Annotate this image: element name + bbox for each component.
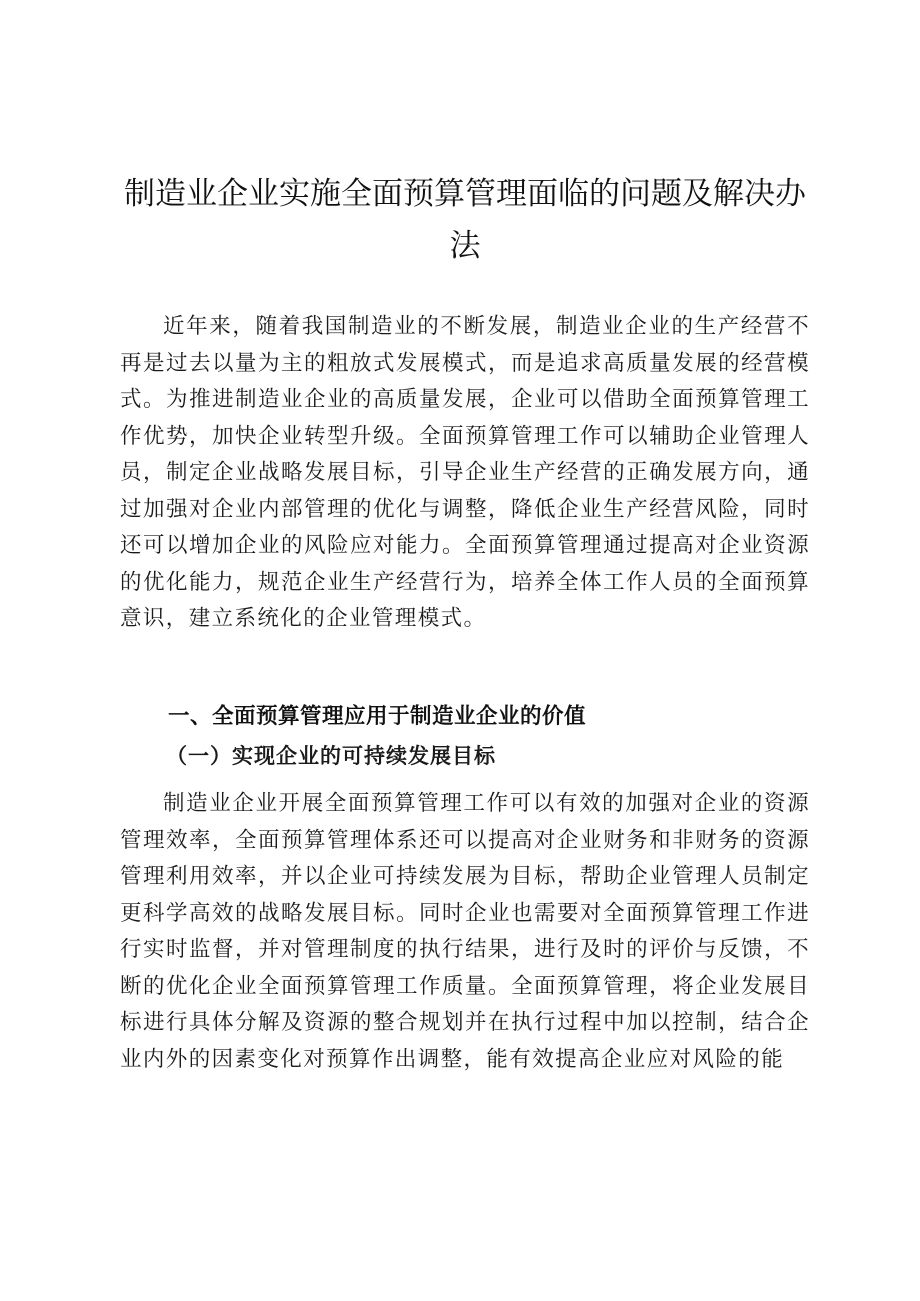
intro-paragraph: 近年来，随着我国制造业的不断发展，制造业企业的生产经营不再是过去以量为主的粗放式发展模式，而是追求高质量发展的经营模式。为推进制造业企业的高质量发展，企业可以借助全面预算管理工作优势，加快企业转型升级。全面预算管理工作可以辅助企业管理人员，制定企业战略发展目标，引导企业生产经营的正确发展方向，通过加强对企业内部管理的优化与调整，降低企业生产经营风险，同时还可以增加企业的风险应对能力。全面预算管理通过提高对企业资源的优化能力，规范企业生产经营行为，培养全体工作人员的全面预算意识，建立系统化的企业管理模式。: [120, 314, 810, 631]
section-heading: 一、全面预算管理应用于制造业企业的价值: [168, 704, 587, 729]
body-paragraph: 制造业企业开展全面预算管理工作可以有效的加强对企业的资源管理效率，全面预算管理体系还可以提高对企业财务和非财务的资源管理利用效率，并以企业可持续发展为目标，帮助企业管理人员制定更科学高效的战略发展目标。同时企业也需要对全面预算管理工作进行实时监督，并对管理制度的执行结果，进行及时的评价与反馈，不断的优化企业全面预算管理工作质量。全面预算管理，将企业发展目标进行具体分解及资源的整合规划并在执行过程中加以控制，结合企业内外的因素变化对预算作出调整，能有效提高企业应对风险的能: [120, 791, 810, 1072]
document-title: 制造业企业实施全面预算管理面临的问题及解决办法: [124, 176, 806, 264]
subsection-heading: （一）实现企业的可持续发展目标: [166, 743, 496, 768]
